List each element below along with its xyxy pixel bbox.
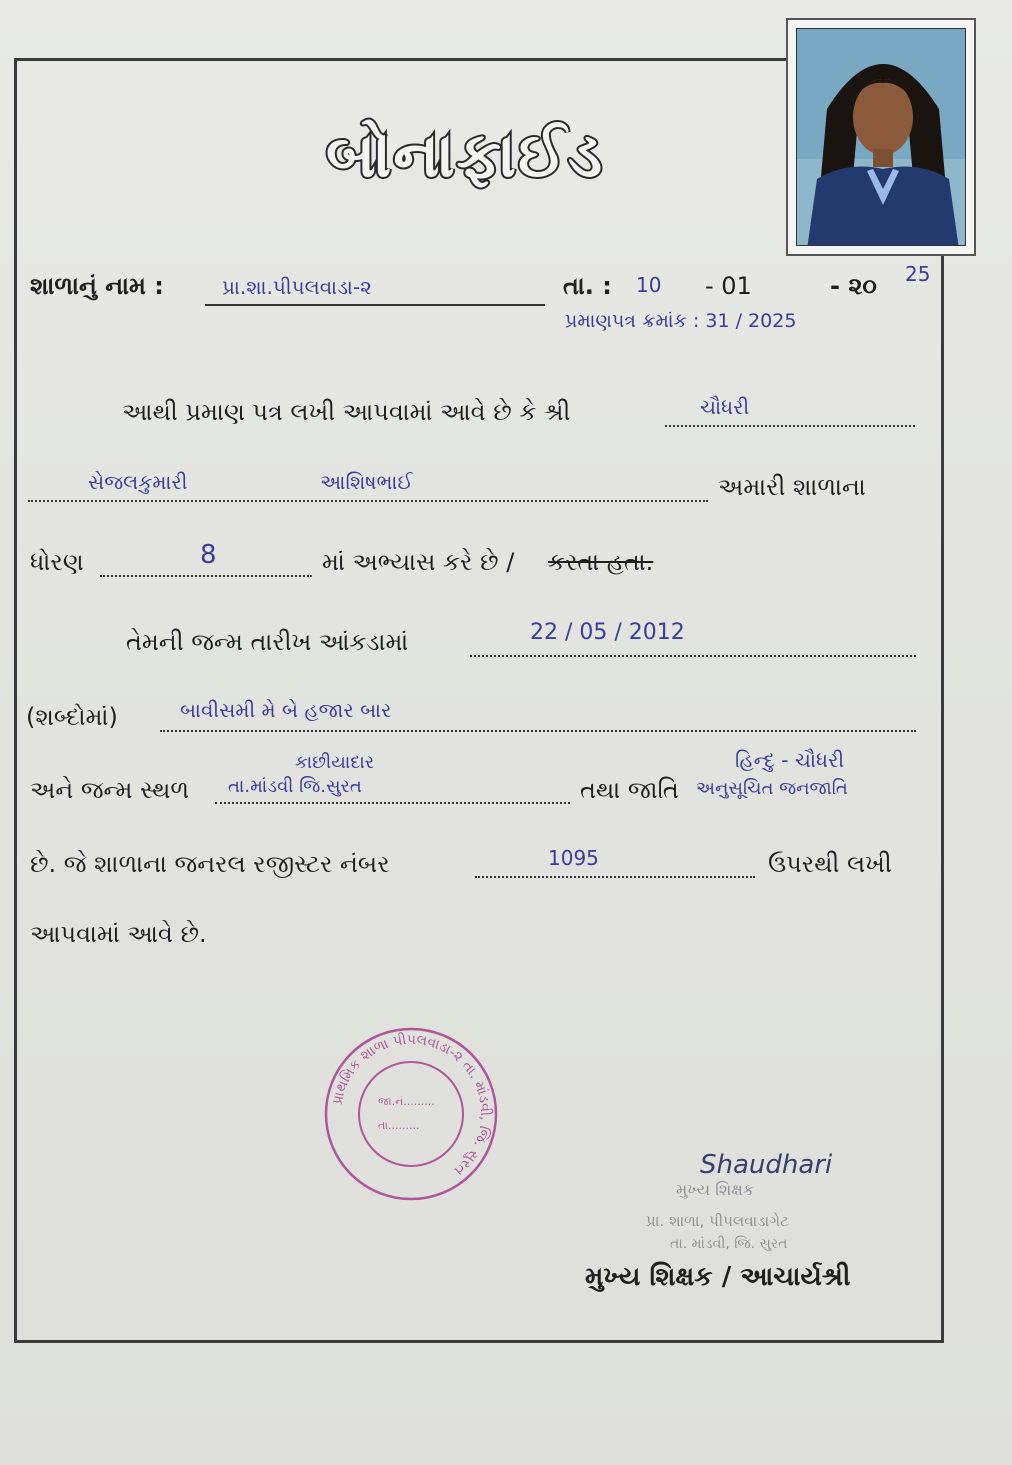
register-end: ઉપરથી લખી — [768, 850, 892, 878]
student-first-name: સેજલકુમારી — [88, 470, 188, 494]
school-name-value: પ્રા.શા.પીપલવાડા-૨ — [222, 275, 372, 299]
caste-top: હિન્દુ - ચૌધરી — [735, 748, 845, 772]
std-mid: માં અભ્યાસ કરે છે / — [322, 548, 515, 576]
student-surname: ચૌધરી — [700, 395, 750, 419]
caste-label: તથા જાતિ — [580, 776, 679, 804]
sign-stamp-line1: મુખ્ય શિક્ષક — [676, 1180, 755, 1199]
birthplace-top: કાછીયાદાર — [295, 752, 375, 773]
birthplace-value: તા.માંડવી જિ.સુરત — [228, 776, 362, 797]
caste-value: અનુસૂચિત જનજાતિ — [696, 778, 848, 799]
stamp-outer-text: પ્રાથમિક શાળા પીપલવાડા-૨ તા. માંડવી, જિ. સુરત — [329, 1031, 494, 1179]
body-line2-end: અમારી શાળાના — [718, 473, 866, 501]
portrait-illustration — [797, 29, 966, 246]
signature-scrawl: Shaudhari — [700, 1150, 833, 1180]
register-label: છે. જે શાળાના જનરલ રજીસ્ટર નંબર — [30, 850, 390, 878]
date-sep-year: - ૨૦ — [830, 272, 877, 300]
sign-stamp-line2: પ્રા. શાળા, પીપલવાડાગેટ — [646, 1212, 789, 1230]
school-name-underline — [205, 304, 545, 306]
body-line1: આથી પ્રમાણ પત્ર લખી આપવામાં આવે છે કે શ્રી — [122, 398, 571, 426]
words-dots — [160, 730, 916, 732]
register-dots — [475, 876, 755, 878]
school-stamp — [322, 1025, 500, 1203]
date-label: તા. : — [563, 272, 612, 300]
title-text: બોનાફાઈડ — [325, 118, 605, 191]
photo-image — [796, 28, 966, 246]
dob-label: તેમની જન્મ તારીખ આંકડામાં — [126, 628, 409, 656]
std-dots — [100, 575, 312, 577]
std-value: 8 — [200, 540, 217, 570]
sign-stamp-line3: તા. માંડવી, જિ. સુરત — [670, 1236, 788, 1252]
surname-dots — [665, 425, 915, 427]
dob-dots — [470, 655, 916, 657]
stamp-line-b: તા......... — [378, 1119, 420, 1132]
closing-line: આપવામાં આવે છે. — [30, 920, 207, 948]
date-year: 25 — [905, 262, 931, 286]
signature-block — [600, 1150, 890, 1260]
date-day: 10 — [636, 273, 662, 297]
signatory-title: મુખ્ય શિક્ષક / આચાર્યશ્રી — [585, 1262, 851, 1292]
words-value: બાવીસમી મે બે હજાર બાર — [180, 698, 392, 722]
school-name-label: શાળાનું નામ : — [30, 272, 164, 300]
border-top — [14, 58, 804, 61]
stamp-graphic — [322, 1025, 500, 1203]
birthplace-dots — [215, 802, 570, 804]
register-value: 1095 — [548, 846, 599, 870]
student-photo — [786, 18, 976, 256]
birthplace-label: અને જન્મ સ્થળ — [30, 776, 190, 804]
words-label: (શબ્દોમાં) — [26, 703, 118, 731]
certificate-number: પ્રમાણપત્ર ક્રમાંક : 31 / 2025 — [565, 310, 797, 332]
father-name: આશિષભાઈ — [320, 470, 413, 494]
stamp-line-a: જા.નં......... — [378, 1095, 435, 1108]
std-struck: કરતા હતા. — [548, 548, 654, 576]
document-title — [250, 110, 680, 200]
std-label: ધોરણ — [30, 548, 84, 576]
name-dots — [28, 500, 708, 502]
dob-value: 22 / 05 / 2012 — [530, 620, 685, 645]
date-sep-month: - 01 — [705, 272, 752, 300]
